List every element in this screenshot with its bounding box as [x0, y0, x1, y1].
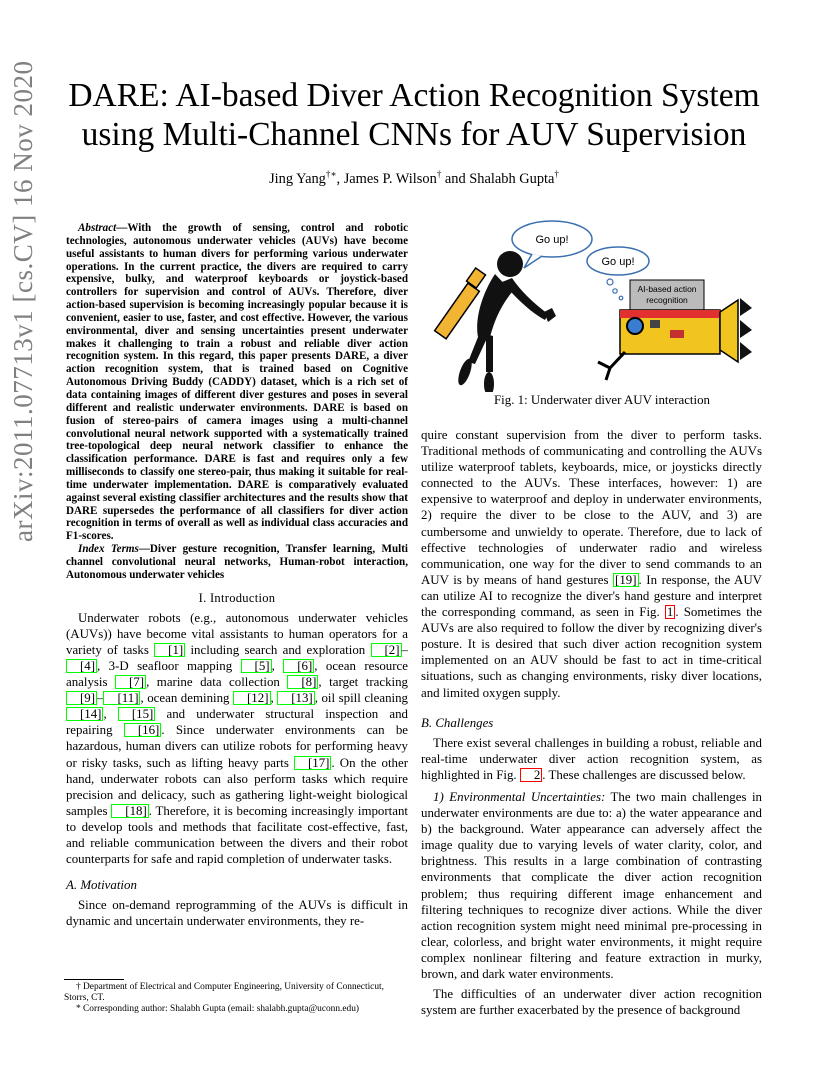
index-terms-text: —Diver gesture recognition, Transfer learning, Multi channel convolutional neural networks, Human-robot interaction, Autonomous underwater vehicles: [66, 543, 408, 581]
env-text: The two main challenges in underwater environments are due to: a) the water appearance and b) the background. Water appearance can adversely affect the image quality due to varying levels of water clarity, color, and brightness. This results in a large combination of contrasting environments that complicate the diver action recognition problem; thus requiring different image enhancement and filtering techniques to recognize diver actions. While the diver action recognition system might need minimal pre-processing in clear, colorless, and bright water environments, it might require complex nonlinear filtering and feature extraction in murky, brown, and dark water environments.: [421, 789, 762, 981]
diver-illustration: [435, 251, 556, 392]
bubble-1-text: Go up!: [535, 234, 569, 246]
auv-label-1: AI-based action: [637, 284, 697, 294]
last-paragraph: The difficulties of an underwater diver action recognition system are further exacerbated by the presence of background: [421, 987, 762, 1018]
right-column: [421, 427, 762, 1018]
footnote-affiliation: † Department of Electrical and Computer Engineering, University of Connecticut, Storrs, CT.: [64, 982, 384, 1003]
title-line-1: DARE: AI-based Diver Action Recognition System: [68, 77, 760, 114]
author-list: Jing Yang†∗, James P. Wilson† and Shalabh Gupta†: [269, 169, 559, 187]
footnote-corresponding: * Corresponding author: Shalabh Gupta (email: shalabh.gupta@uconn.edu): [76, 1004, 360, 1014]
figure-diver-auv: [420, 212, 780, 392]
auv-label-2: recognition: [646, 295, 688, 305]
environmental-paragraph: [421, 789, 762, 982]
abstract-label: Abstract: [78, 222, 117, 234]
footnotes: [64, 979, 409, 1015]
bubble-2-text: Go up!: [601, 256, 635, 268]
motivation-paragraph: Since on-demand reprogramming of the AUVs is difficult in dynamic and uncertain underwater environments, they re-: [66, 898, 408, 929]
subsection-heading-challenges: B. Challenges: [421, 715, 494, 730]
auv-illustration: [598, 280, 752, 380]
challenges-paragraph: There exist several challenges in building a robust, reliable and real-time underwater diver action recognition system, as highlighted in Fig. 2 . These challenges are discussed below.: [421, 735, 762, 782]
left-column: [66, 222, 408, 930]
figure-caption: Fig. 1: Underwater diver AUV interaction: [494, 393, 710, 407]
arxiv-stamp: arXiv:2011.07713v1 [cs.CV] 16 Nov 2020: [8, 60, 38, 542]
abstract: [66, 222, 408, 543]
section-heading-introduction: I. Introduction: [198, 590, 276, 605]
abstract-text: —With the growth of sensing, control and robotic technologies, autonomous underwater vehicles (AUVs) have become useful assistants to human divers for performing various underwater operations. In the current practice, the divers are required to carry expensive, bulky, and waterproof keyboards or joystick-based controllers for supervision and control of AUVs. Therefore, diver action-based supervision is becoming increasingly popular because it is convenient, easier to use, faster, and cost effective. However, the various environmental, diver and sensing uncertainties present underwater makes it challenging to train a robust and reliable diver action recognition system. In this regard, this paper presents DARE, a diver action recognition system, that is trained based on Cognitive Autonomous Driving Buddy (CADDY) dataset, which is a rich set of data containing images of different diver gestures and poses in several different and realistic underwater environments. DARE is based on fusion of stereo-pairs of camera images using a multi-channel convolutional neural network supported with a systematically trained tree-topological deep neural network classifier to enhance the classification performance. DARE is fast and requires only a few milliseconds to classify one stereo-pair, thus making it suitable for real-time underwater implementation. DARE is comparatively evaluated against several existing classifier architectures and the results show that DARE supersedes the performance of all classifiers for diver action recognition in terms of overall as well as individual class accuracies and F1-scores.: [66, 222, 408, 543]
index-terms-label: Index Terms: [78, 543, 139, 556]
env-heading: 1) Environmental Uncertainties:: [433, 789, 606, 804]
intro-paragraph: Underwater robots (e.g., autonomous underwater vehicles (AUVs)) have become vital assistants to human operators for a variety of tasks [1] including search and exploration [2] –[4] , 3-D seafloor mapping [5] , [6] , ocean resource analysis [7] , marine data collection [8] , target tracking [9] – [11] , ocean demining [12] , [13] , oil spill cleaning [14] , [15] and underwater structural inspection and repairing [16] . Since underwater environments can be hazardous, human divers can utilize robots for performing heavy or risky tasks, such as lifting heavy parts [17] . On the other hand, underwater robots can also perform tasks which require precision and delicacy, such as gathering light-weight biological samples [18] . Therefore, it is becoming increasingly important to develop tools and methods that facilitate cost-effective, fast, and reliable communication between the divers and their robot counterparts for safe and rapid completion of underwater tasks.: [66, 610, 409, 867]
subsection-heading-motivation: A. Motivation: [66, 878, 137, 893]
paper-title: [40, 76, 788, 154]
title-line-2: using Multi-Channel CNNs for AUV Supervision: [81, 116, 747, 153]
index-terms: [66, 543, 408, 582]
continued-paragraph: quire constant supervision from the diver to perform tasks. Traditional methods of communicating and controlling the AUVs utilize waterproof tablets, keyboards, mice, or joysticks directly connected to the AUVs. These interfaces, however: 1) are expensive to waterproof and deploy in underwater environments, 2) require the diver to be close to the AUV, and 3) are cumbersome and unwieldy to operate. Therefore, due to lack of effective technologies of underwater radio and wireless communication, one way for the diver to send commands to an AUV is by means of hand gestures [19] . In response, the AUV can utilize AI to recognize the diver's hand gesture and interpret the corresponding command, as seen in Fig. 1 . Sometimes the AUVs are also required to follow the diver by recognizing diver's posture. It is desired that such diver action recognition system implemented on an AUV should be fast to act in time-critical situations, such as changing environments, risky diver locations, and limited oxygen supply.: [421, 428, 762, 700]
